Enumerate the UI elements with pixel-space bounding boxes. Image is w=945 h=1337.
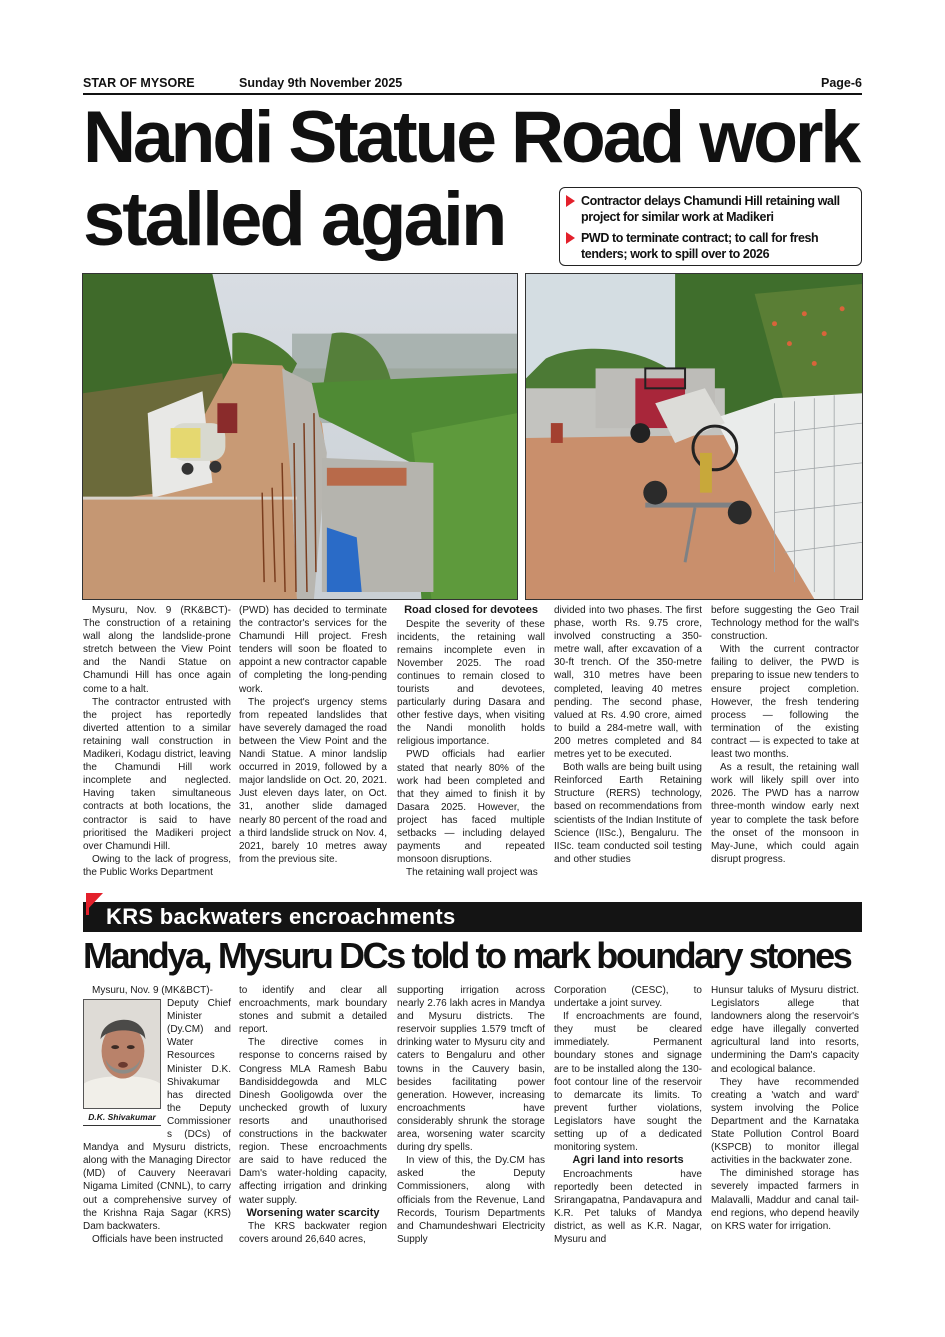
- red-flag-stem-icon: [86, 893, 89, 915]
- paragraph: If encroachments are found, they must be cleared immediately. Permanent boundary stones and signage are to be installed along the 130-foot contour line of the reservoir to demarcate its limits. To prevent further violations, Legislators have sought the setting up of a dedicated monitoring system.: [554, 1011, 702, 1154]
- paragraph: As a result, the retaining wall work will likely spill over into 2026. The PWD has a narrow three-month window early next year to complete the task before the onset of the monsoon in May-June, which could again disrupt progress.: [711, 762, 859, 865]
- highlight-text: PWD to terminate contract; to call for fresh tenders; work to spill over to 2026: [581, 231, 819, 261]
- portrait-photo: [83, 999, 161, 1109]
- highlight-item: [566, 193, 855, 225]
- story2-column-5: [711, 984, 859, 1264]
- masthead: [83, 76, 862, 92]
- story1-column-3: [397, 604, 545, 888]
- portrait-figure: [83, 999, 161, 1126]
- story2-column-2: [239, 984, 387, 1264]
- paragraph: Owing to the lack of progress, the Public Works Department: [83, 853, 231, 878]
- subheading: Road closed for devotees: [404, 604, 538, 616]
- story2-column-3: [397, 984, 545, 1264]
- paragraph: The retaining wall project was: [406, 867, 538, 879]
- paragraph: The contractor entrusted with the project has reportedly diverted attention to a similar retaining wall construction in Madikeri, Kodagu district, leaving the Chamundi Hill work incomplete and neglected. Having taken simultaneous contracts at both locations, the contractor is said to have prioritised the Madikeri project over Chamundi Hill.: [83, 696, 231, 852]
- red-triangle-bullet-icon: [566, 232, 575, 244]
- story1-photo-concrete-mixer: [525, 273, 863, 600]
- story1-photo-hill-road: [82, 273, 518, 600]
- paragraph: supporting irrigation across nearly 2.76 lakh acres in Mandya and Mysuru districts. The reservoir supplies 1.579 tmcft of drinking water to Mysuru city and caters to Bengaluru and other towns in the Cauvery basin, besides facilitating power generation. However, increasing encroachments have considerably shrunk the storage area, worsening water scarcity during dry spells.: [397, 985, 545, 1154]
- paragraph: The project's urgency stems from repeated landslides that have severely damaged the road between the View Point and the Nandi Statue. A minor landslip occurred in 2019, followed by a major landslide on Oct. 20, 2021. Just eleven days later, on Oct. 31, another slide damaged nearly 80 percent of the road and a third landslide struck on Nov. 4, 2021, barely 10 metres away from the previous site.: [239, 696, 387, 865]
- story2-headline: Mandya, Mysuru DCs told to mark boundary stones: [83, 935, 851, 976]
- paragraph: The KRS backwater region covers around 26,640 acres,: [239, 1221, 387, 1246]
- story1-column-4: [554, 604, 702, 888]
- photo-illustration: [526, 274, 862, 599]
- paragraph: Officials have been instructed: [92, 1233, 224, 1245]
- red-triangle-bullet-icon: [566, 195, 575, 207]
- paragraph: Corporation (CESC), to undertake a joint survey.: [554, 985, 702, 1010]
- subheading: Worsening water scarcity: [246, 1206, 380, 1219]
- paragraph: In view of this, the Dy.CM has asked the Deputy Commissioners, along with officials from the Revenue, Land Records, Tourism Departments and Chamundeshwari Electricity Supply: [397, 1155, 545, 1245]
- page-number: Page-6: [821, 76, 862, 90]
- story1-headline-line2: stalled again: [83, 177, 505, 262]
- story1-column-2: [239, 604, 387, 888]
- story1-column-5: [711, 604, 859, 888]
- paragraph: (PWD) has decided to terminate the contractor's services for the Chamundi Hill project. Fresh tenders will soon be floated to appoint a new contractor capable of completing the long-pending work.: [239, 605, 387, 695]
- paragraph: They have recommended creating a 'watch and ward' system involving the Police Department and the Karnataka State Pollution Control Board (KSPCB) to monitor illegal activities in the backwater zone.: [711, 1076, 859, 1167]
- story1-highlights-box: [559, 187, 862, 266]
- paragraph: before suggesting the Geo Trail Technology method for the wall's construction.: [711, 605, 859, 643]
- issue-date: Sunday 9th November 2025: [239, 76, 403, 90]
- publication-name: STAR OF MYSORE: [83, 76, 195, 90]
- story1-headline-line1: Nandi Statue Road work: [83, 95, 858, 178]
- paragraph: Despite the severity of these incidents, the retaining wall remains incomplete even in November 2025. The road continues to remain closed to tourists and devotees, particularly during Dasara and other festive days, when visiting the Nandi monolith holds religious importance.: [397, 618, 545, 748]
- portrait-caption: D.K. Shivakumar: [83, 1109, 161, 1126]
- paragraph: Mysuru, Nov. 9 (RK&BCT)- The construction of a retaining wall along the landslide-prone stretch between the View Point and the Nandi Statue on Chamundi Hill has once again come to a halt.: [83, 605, 231, 695]
- story2-kicker: KRS backwaters encroachments: [106, 904, 456, 929]
- paragraph: Encroachments have reportedly been detected in Srirangapatna, Pandavapura and K.R. Pet taluks of Mandya district, as well as K.R. Nagar, Mysuru and: [554, 1168, 702, 1246]
- story2-column-4: [554, 984, 702, 1264]
- story1-column-1: [83, 604, 231, 888]
- paragraph: divided into two phases. The first phase, worth Rs. 9.75 crore, involved constructing a 350-metre wall, after excavation of a 30-ft trench. Of the 350-metre wall, 310 metres have been completed, leaving 40 metres pending. The second phase, valued at Rs. 4.90 crore, aimed to build a 284-metre wall, with 200 metres completed and 84 metres yet to be executed.: [554, 605, 702, 761]
- photo-illustration: [83, 274, 517, 599]
- portrait-illustration: [84, 1000, 160, 1108]
- paragraph: Both walls are being built using Reinforced Earth Retaining Structure (RERS) technology, based on recommendations from scientists of the Indian Institute of Science (IISc.), Bengaluru. The IISc. team conducted soil testing and other studies: [554, 762, 702, 865]
- paragraph: The directive comes in response to concerns raised by Congress MLA Ramesh Babu Bandisiddegowda and MLC Dinesh Gooligowda over the unchecked growth of luxury resorts and unauthorised constructions in the backwater region. These encroachments are said to have reduced the Dam's water-holding capacity, affecting irrigation and drinking water supply.: [239, 1037, 387, 1206]
- dateline: Mysuru, Nov. 9 (MK&BCT)-: [92, 985, 213, 996]
- subheading: Agri land into resorts: [572, 1154, 684, 1167]
- story2-column-1: [83, 984, 231, 1264]
- paragraph: to identify and clear all encroachments, mark boundary stones and submit a detailed report.: [239, 985, 387, 1036]
- paragraph: Hunsur taluks of Mysuru district. Legislators allege that landowners along the reservoir's edge have illegally converted agricultural land into resorts, undermining the Dam's capacity and ecological balance.: [711, 985, 859, 1075]
- highlight-text: Contractor delays Chamundi Hill retaining wall project for similar work at Madikeri: [581, 194, 840, 224]
- highlight-item: [566, 230, 855, 262]
- paragraph: Deputy Chief Minister (Dy.CM) and Water Resources Minister D.K. Shivakumar has directed the Deputy Commissioners (DCs) of Mandya and Mysuru districts, along with the Managing Director (MD) of Cauvery Neeravari Nigama Limited (CNNL), to carry out a comprehensive survey of the Krishna Raja Sagar (KRS) Dam backwaters.: [83, 998, 231, 1232]
- paragraph: The diminished storage has severely impacted farmers in Malavalli, Maddur and canal tail-end regions, who depend heavily on KRS water for irrigation.: [711, 1168, 859, 1232]
- paragraph: PWD officials had earlier stated that nearly 80% of the work had been completed and that they aimed to finish it by Dasara 2025. However, the project has faced multiple setbacks — including delayed payments and repeated monsoon disruptions.: [397, 749, 545, 866]
- paragraph: With the current contractor failing to deliver, the PWD is preparing to issue new tenders to ensure project completion. However, the fresh tendering process — following the termination of the existing contract — is expected to take at least two months.: [711, 644, 859, 761]
